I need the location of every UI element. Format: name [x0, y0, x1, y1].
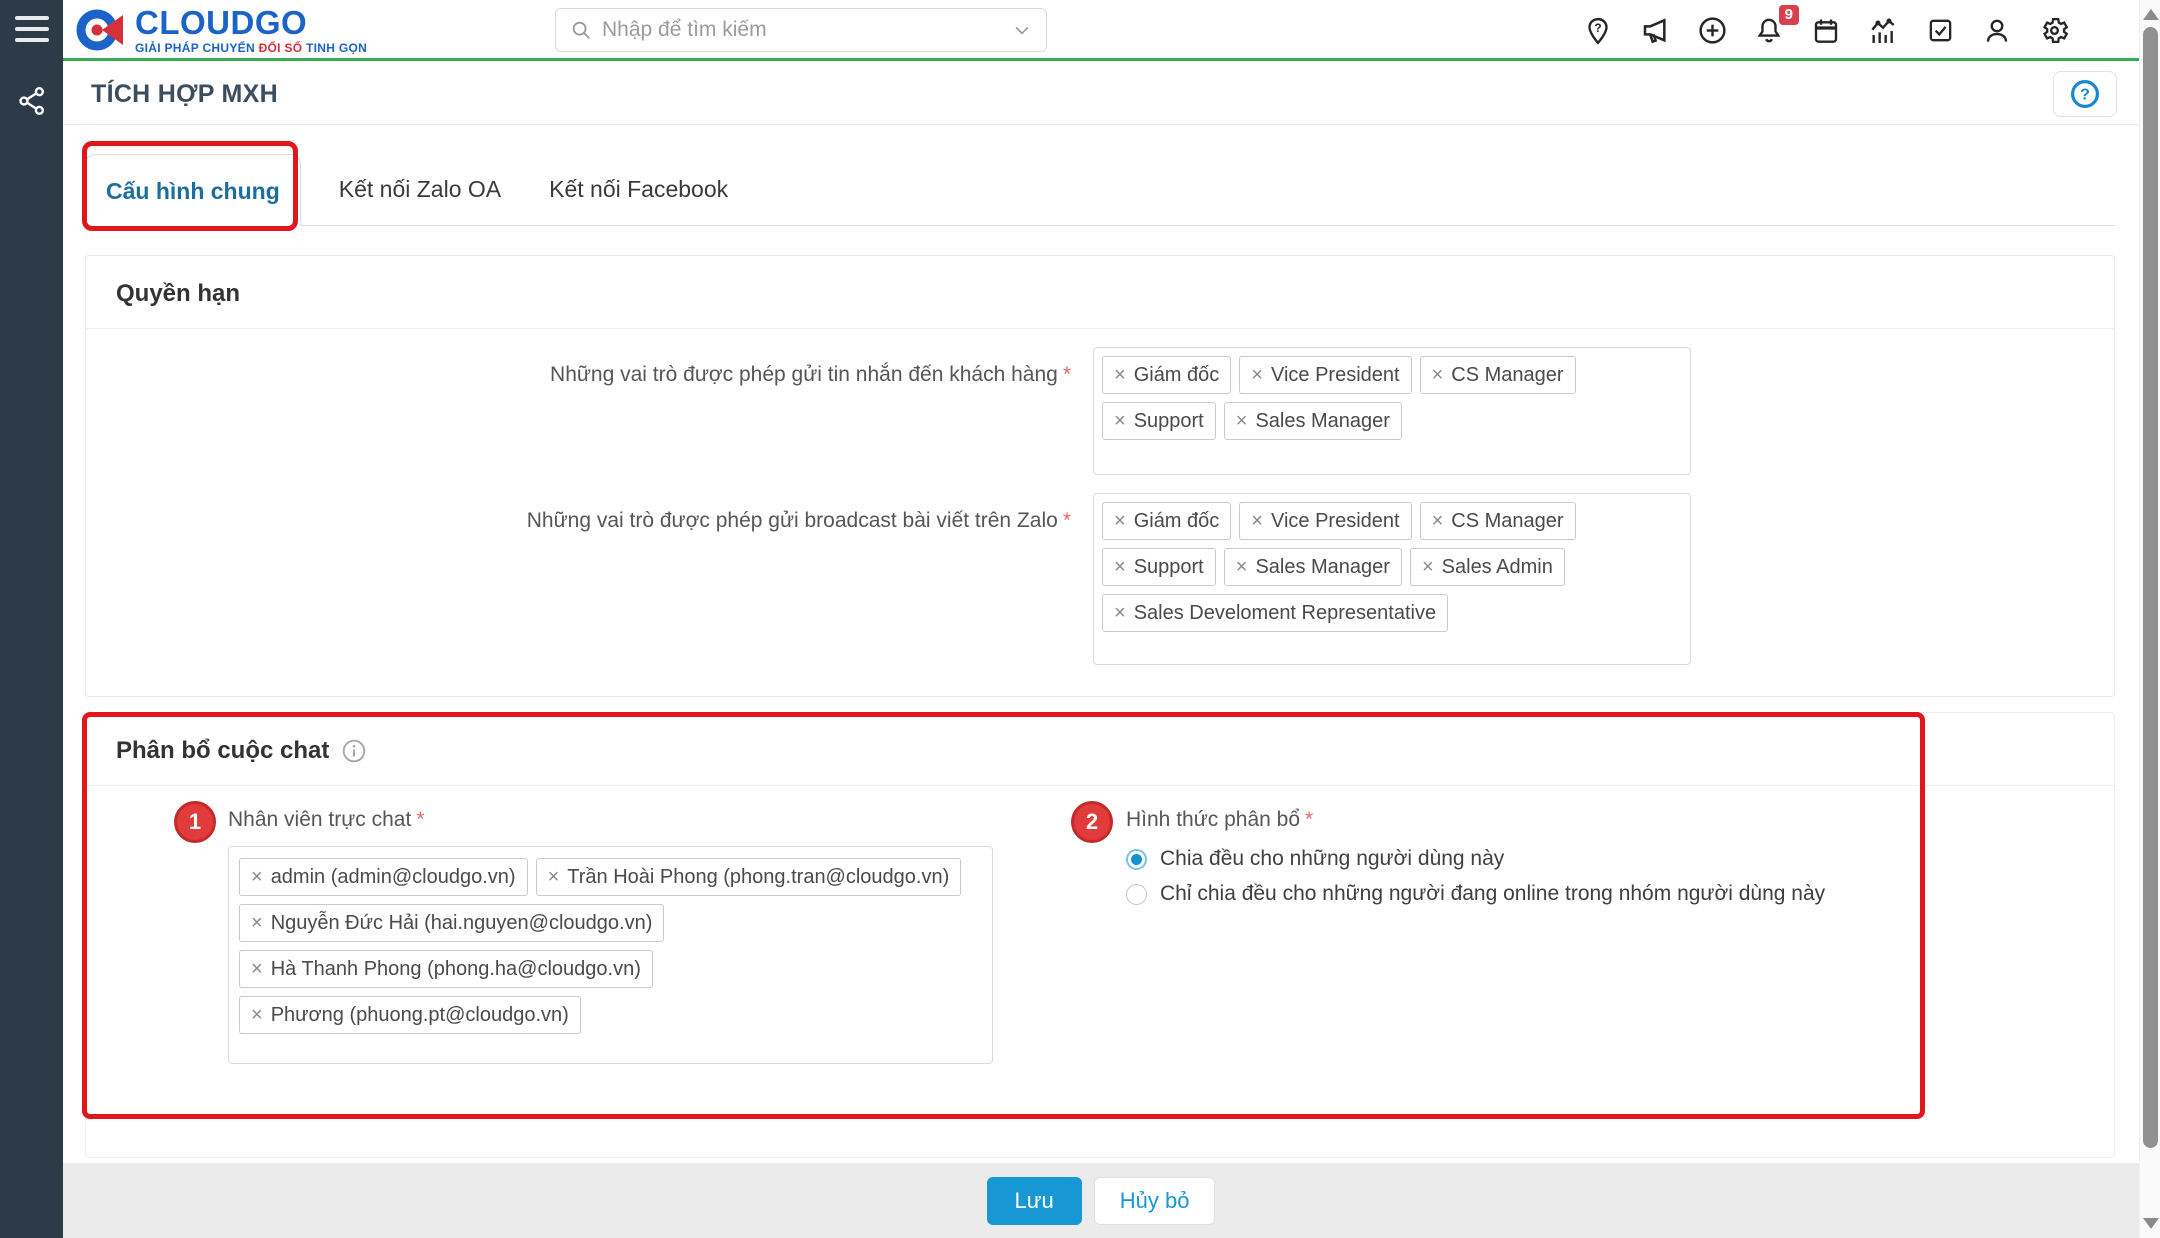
staff-tags-input[interactable] — [228, 846, 993, 1064]
remove-tag-icon[interactable]: × — [1251, 510, 1263, 532]
analytics-icon[interactable] — [1866, 14, 1900, 48]
roles-broadcast-row — [86, 493, 2114, 665]
cancel-button[interactable]: Hủy bỏ — [1094, 1177, 1216, 1225]
location-question-icon[interactable] — [1581, 14, 1615, 48]
required-asterisk: * — [1062, 509, 1071, 532]
chat-allocation-section — [85, 712, 2115, 1158]
required-asterisk: * — [416, 808, 425, 831]
gear-icon[interactable] — [2037, 14, 2071, 48]
tag-chip: × Giám đốc — [1102, 356, 1231, 394]
allocation-type-label: Hình thức phân bổ * — [1126, 808, 1314, 831]
remove-tag-icon[interactable]: × — [251, 958, 263, 980]
roles-message-label: Những vai trò được phép gửi tin nhắn đến khách hàng * — [550, 363, 1071, 386]
search-input[interactable] — [602, 18, 1002, 42]
remove-tag-icon[interactable]: × — [1114, 510, 1126, 532]
checkbox-icon[interactable] — [1923, 14, 1957, 48]
radio-option[interactable]: Chỉ chia đều cho những người đang online trong nhóm người dùng này — [1126, 882, 1825, 906]
tag-chip: × Sales Admin — [1410, 548, 1565, 586]
tag-chip: × CS Manager — [1420, 356, 1576, 394]
tab[interactable]: Kết nối Facebook — [549, 176, 729, 202]
radio-option[interactable]: Chia đều cho những người dùng này — [1126, 847, 1825, 871]
user-icon[interactable] — [1980, 14, 2014, 48]
megaphone-icon[interactable] — [1638, 14, 1672, 48]
tab[interactable]: Cấu hình chung — [85, 154, 301, 226]
permissions-section — [85, 255, 2115, 697]
remove-tag-icon[interactable]: × — [1431, 364, 1444, 386]
tag-chip: × CS Manager — [1420, 502, 1576, 540]
chat-allocation-title: Phân bổ cuộc chat — [116, 737, 330, 764]
cloudgo-logo[interactable] — [76, 5, 367, 55]
remove-tag-icon[interactable]: × — [1114, 410, 1126, 432]
roles-message-row — [86, 347, 2114, 475]
tag-chip: × Vice President — [1239, 356, 1411, 394]
tag-chip: × Sales Manager — [1224, 548, 1402, 586]
tag-chip: × Sales Develoment Representative — [1102, 594, 1448, 632]
bell-icon[interactable] — [1752, 5, 1793, 48]
tab-bar — [85, 126, 2115, 226]
svg-text:?: ? — [1594, 20, 1602, 35]
remove-tag-icon[interactable]: × — [1421, 556, 1434, 578]
required-asterisk: * — [1305, 808, 1314, 831]
tag-chip: × Trần Hoài Phong (phong.tran@cloudgo.vn) — [536, 858, 962, 896]
required-asterisk: * — [1062, 363, 1071, 386]
calendar-icon[interactable] — [1809, 14, 1843, 48]
allocation-options — [1126, 847, 1825, 906]
roles-broadcast-tags-input[interactable] — [1093, 493, 1691, 665]
help-button[interactable] — [2053, 71, 2117, 117]
remove-tag-icon[interactable]: × — [1431, 510, 1444, 532]
radio-icon[interactable] — [1126, 849, 1147, 870]
roles-broadcast-label: Những vai trò được phép gửi broadcast bài viết trên Zalo * — [526, 509, 1071, 532]
svg-text:?: ? — [2080, 86, 2090, 104]
tag-chip: × Phương (phuong.pt@cloudgo.vn) — [239, 996, 581, 1034]
remove-tag-icon[interactable]: × — [251, 912, 263, 934]
notification-badge: 9 — [1779, 5, 1799, 26]
tag-chip: × Giám đốc — [1102, 502, 1231, 540]
search-icon — [570, 19, 592, 41]
top-header — [63, 0, 2160, 61]
page-title-bar — [63, 64, 2139, 125]
action-footer — [63, 1163, 2139, 1238]
left-sidebar — [0, 0, 63, 1238]
remove-tag-icon[interactable]: × — [1114, 602, 1126, 624]
remove-tag-icon[interactable]: × — [1235, 556, 1248, 578]
remove-tag-icon[interactable]: × — [547, 866, 560, 888]
tag-chip: × admin (admin@cloudgo.vn) — [239, 858, 528, 896]
tag-chip: × Vice President — [1239, 502, 1411, 540]
tag-chip: × Support — [1102, 548, 1216, 586]
remove-tag-icon[interactable]: × — [251, 1004, 263, 1026]
page-title: TÍCH HỢP MXH — [91, 80, 278, 108]
help-icon — [2069, 78, 2101, 110]
cloudgo-logo-icon — [76, 5, 126, 55]
plus-circle-icon[interactable] — [1695, 14, 1729, 48]
remove-tag-icon[interactable]: × — [1114, 556, 1126, 578]
save-button[interactable]: Lưu — [987, 1177, 1082, 1225]
chevron-down-icon[interactable] — [1012, 20, 1032, 40]
tag-chip: × Support — [1102, 402, 1216, 440]
remove-tag-icon[interactable]: × — [251, 866, 263, 888]
tag-chip: × Sales Manager — [1224, 402, 1402, 440]
scrollbar-thumb[interactable] — [2143, 27, 2158, 1148]
global-search — [555, 8, 1047, 52]
logo-tagline: GIẢI PHÁP CHUYỂN ĐỔI SỐ TINH GỌN — [135, 41, 368, 55]
permissions-section-title: Quyền hạn — [116, 280, 241, 307]
menu-icon[interactable] — [0, 0, 63, 58]
scroll-up-arrow-icon[interactable] — [2143, 9, 2159, 20]
info-icon[interactable] — [341, 738, 367, 764]
tab[interactable]: Kết nối Zalo OA — [338, 176, 502, 202]
scroll-down-arrow-icon[interactable] — [2143, 1218, 2159, 1229]
tag-chip: × Hà Thanh Phong (phong.ha@cloudgo.vn) — [239, 950, 653, 988]
remove-tag-icon[interactable]: × — [1114, 364, 1126, 386]
remove-tag-icon[interactable]: × — [1235, 410, 1248, 432]
annotation-step-1: 1 — [174, 801, 216, 843]
annotation-step-2: 2 — [1071, 801, 1113, 843]
header-icon-row — [1581, 0, 2071, 61]
vertical-scrollbar[interactable] — [2139, 0, 2160, 1238]
staff-label: Nhân viên trực chat * — [228, 808, 425, 831]
share-icon[interactable] — [0, 72, 63, 130]
remove-tag-icon[interactable]: × — [1251, 364, 1263, 386]
radio-icon[interactable] — [1126, 884, 1147, 905]
roles-message-tags-input[interactable] — [1093, 347, 1691, 475]
tag-chip: × Nguyễn Đức Hải (hai.nguyen@cloudgo.vn) — [239, 904, 664, 942]
logo-name: CLOUDGO — [135, 4, 308, 41]
